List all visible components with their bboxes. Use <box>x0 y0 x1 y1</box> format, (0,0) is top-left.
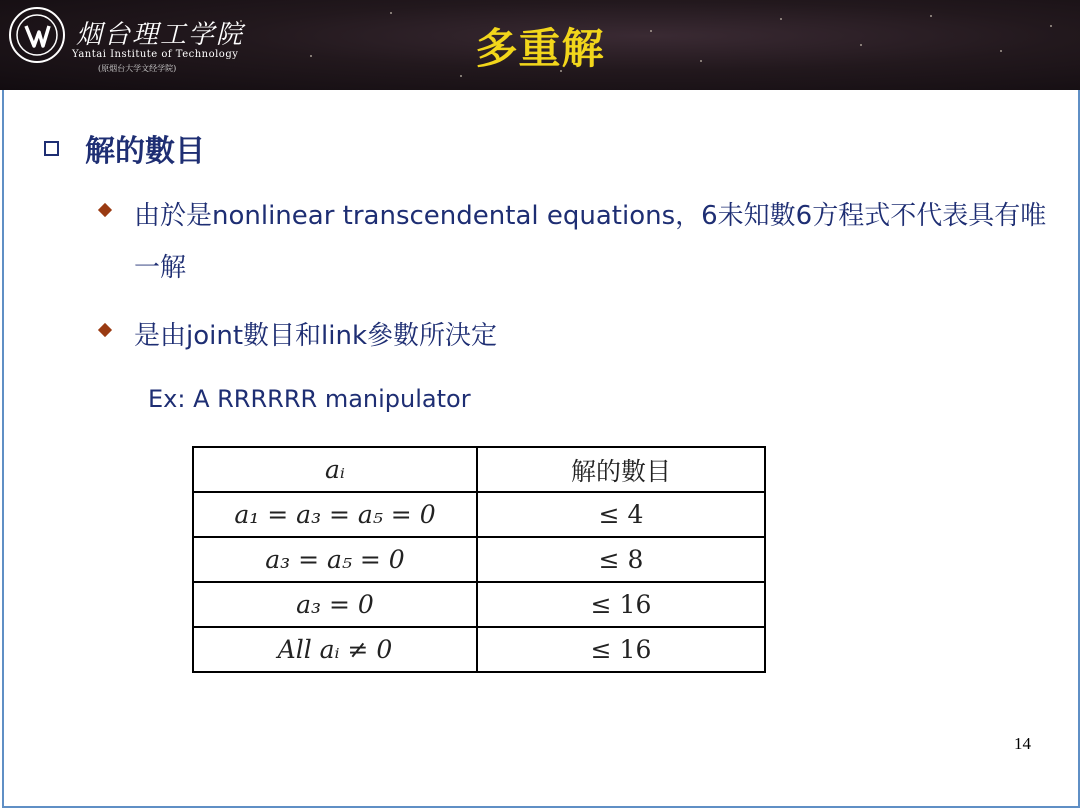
table-header-row <box>193 447 765 492</box>
table-row <box>193 627 765 672</box>
square-bullet-icon <box>44 141 59 156</box>
example-text: Ex: A RRRRRR manipulator <box>148 385 471 413</box>
table-cell: ≤ 16 <box>477 627 765 672</box>
table-header-cell: 解的數目 <box>477 447 765 492</box>
diamond-bullet-icon <box>98 203 112 217</box>
table-cell: ≤ 8 <box>477 537 765 582</box>
solutions-table <box>192 446 766 673</box>
table-row <box>193 537 765 582</box>
bullet-text-2: 是由joint數目和link參數所決定 <box>134 321 498 351</box>
table-row <box>193 582 765 627</box>
table-cell: ≤ 16 <box>477 582 765 627</box>
school-name-en: Yantai Institute of Technology <box>72 49 239 60</box>
bullet-item-2 <box>100 310 497 362</box>
table-cell: All aᵢ ≠ 0 <box>193 627 477 672</box>
bullet-item-1 <box>100 190 1050 294</box>
table-header-cell: aᵢ <box>193 447 477 492</box>
school-name-sub: (原烟台大学文经学院) <box>98 64 177 73</box>
table-cell: a₁ = a₃ = a₅ = 0 <box>193 492 477 537</box>
table-cell: a₃ = a₅ = 0 <box>193 537 477 582</box>
table-cell: a₃ = 0 <box>193 582 477 627</box>
table-row <box>193 492 765 537</box>
page-number: 14 <box>1014 734 1031 753</box>
section-heading <box>44 128 205 168</box>
table-cell: ≤ 4 <box>477 492 765 537</box>
slide-header <box>0 0 1080 90</box>
school-name-cn: 烟台理工学院 <box>76 20 245 50</box>
slide-title: 多重解 <box>475 24 605 73</box>
diamond-bullet-icon <box>98 323 112 337</box>
bullet-text-1: 由於是nonlinear transcendental equations，6未知數6方程式不代表具有唯一解 <box>134 201 1047 283</box>
heading-text: 解的數目 <box>85 134 205 169</box>
